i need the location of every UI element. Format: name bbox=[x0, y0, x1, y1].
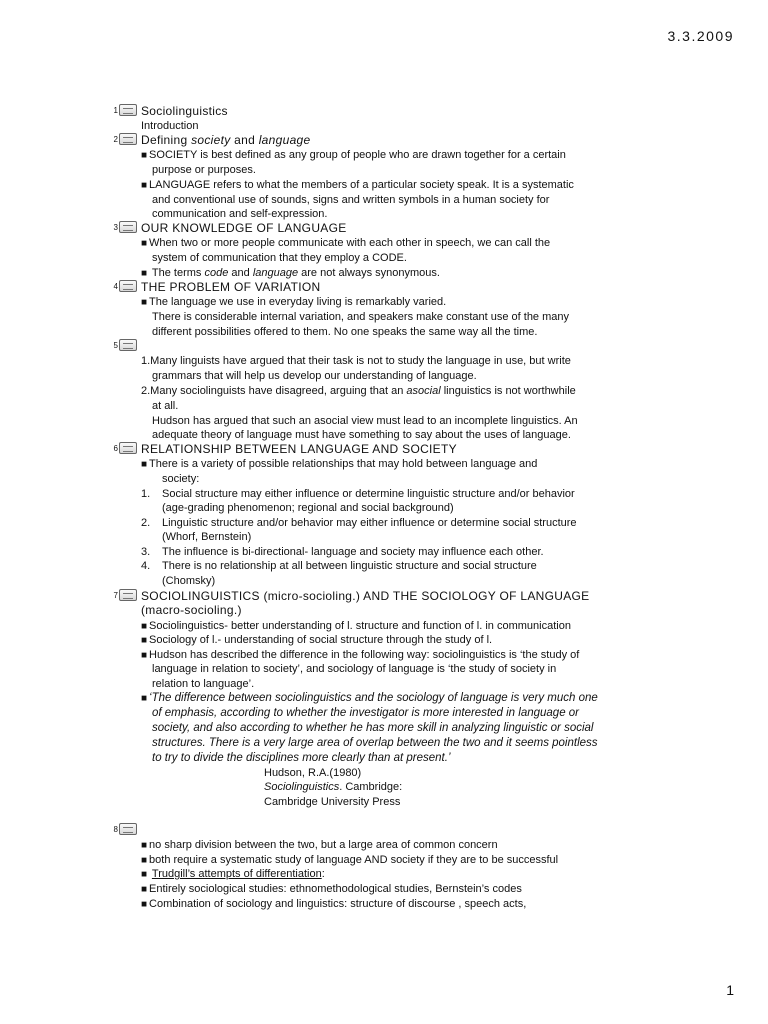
bullet-item: ■ The language we use in everyday living is remarkably varied. bbox=[141, 295, 446, 310]
slide-number: 3 bbox=[113, 223, 118, 232]
slide-heading: OUR KNOWLEDGE OF LANGUAGE bbox=[141, 221, 347, 235]
text: are not always synonymous. bbox=[298, 267, 440, 279]
list-item: (Chomsky) bbox=[162, 575, 216, 587]
quote-line: of emphasis, according to whether the investigator is more interested in language or bbox=[152, 707, 580, 719]
text: 2.Many sociolinguists have disagreed, arguing that an bbox=[141, 385, 407, 397]
bullet-item: ■ Sociology of l.- understanding of social structure through the study of l. bbox=[141, 633, 492, 648]
bullet-item: ■ Entirely sociological studies: ethnomethodological studies, Bernstein’s codes bbox=[141, 882, 522, 897]
list-number: 3. bbox=[141, 546, 151, 558]
paragraph-line: at all. bbox=[152, 400, 179, 412]
paragraph-line: different possibilities offered to them. No one speaks the same way all the time. bbox=[152, 326, 538, 338]
slide-number: 4 bbox=[113, 282, 118, 291]
slide-number: 7 bbox=[113, 591, 118, 600]
list-number: 1. bbox=[141, 488, 151, 500]
text: : bbox=[321, 868, 325, 880]
heading-emphasis: society bbox=[191, 133, 231, 147]
page-date: 3.3.2009 bbox=[667, 28, 734, 44]
slide-heading: Sociolinguistics bbox=[141, 104, 228, 118]
bullet-continuation: relation to language’. bbox=[152, 678, 255, 690]
bullet-item: ■ There is a variety of possible relationships that may hold between language and bbox=[141, 457, 537, 472]
bullet-item: ■ Sociolinguistics- better understanding of l. structure and function of l. in communication bbox=[141, 619, 571, 634]
quote-line: ■ ‘The difference between sociolinguistics and the sociology of language is very much one bbox=[141, 691, 598, 706]
bullet-continuation: and conventional use of sounds, signs and written symbols in a human society for bbox=[152, 194, 550, 206]
page-number: 1 bbox=[726, 982, 734, 998]
text: The terms bbox=[151, 267, 205, 279]
list-number: 4. bbox=[141, 560, 151, 572]
slide-number: 6 bbox=[113, 444, 118, 453]
heading-emphasis: language bbox=[258, 133, 311, 147]
emphasis: language bbox=[252, 267, 299, 279]
text: and bbox=[228, 267, 253, 279]
paragraph-line: adequate theory of language must have something to say about the uses of language. bbox=[152, 429, 571, 441]
bullet-continuation: communication and self-expression. bbox=[152, 208, 328, 220]
quote-line: structures. There is a very large area of overlap between the two and it seems pointless bbox=[152, 737, 598, 749]
slide-thumbnail-icon[interactable] bbox=[119, 823, 137, 835]
slide-heading: SOCIOLINGUISTICS (micro-socioling.) AND THE SOCIOLOGY OF LANGUAGE bbox=[141, 589, 590, 603]
heading-text: Defining bbox=[141, 133, 192, 147]
slide-number: 2 bbox=[113, 135, 118, 144]
slide-heading bbox=[141, 133, 311, 147]
bullet-continuation: purpose or purposes. bbox=[152, 164, 256, 176]
bullet-item bbox=[141, 867, 325, 882]
bullet-item bbox=[141, 266, 440, 281]
emphasis: asocial bbox=[406, 385, 441, 397]
heading-text: and bbox=[230, 133, 259, 147]
list-item: (Whorf, Bernstein) bbox=[162, 531, 252, 543]
slide-number: 5 bbox=[113, 341, 118, 350]
bullet-item: ■ Combination of sociology and linguistics: structure of discourse , speech acts, bbox=[141, 897, 526, 912]
bullet-society-def: ■ SOCIETY is best defined as any group of people who are drawn together for a certain bbox=[141, 148, 566, 163]
slide-heading: THE PROBLEM OF VARIATION bbox=[141, 280, 321, 294]
citation-author: Hudson, R.A.(1980) bbox=[264, 767, 362, 779]
paragraph-line: There is considerable internal variation, and speakers make constant use of the many bbox=[152, 311, 570, 323]
slide-thumbnail-icon[interactable] bbox=[119, 442, 137, 454]
bullet-language-def: ■ LANGUAGE refers to what the members of a particular society speak. It is a systematic bbox=[141, 178, 574, 193]
list-item: There is no relationship at all between linguistic structure and social structure bbox=[162, 560, 537, 572]
list-number: 2. bbox=[141, 517, 151, 529]
bullet-item: ■ When two or more people communicate with each other in speech, we can call the bbox=[141, 236, 550, 251]
list-item: The influence is bi-directional- language and society may influence each other. bbox=[162, 546, 544, 558]
slide-thumbnail-icon[interactable] bbox=[119, 133, 137, 145]
slide-thumbnail-icon[interactable] bbox=[119, 280, 137, 292]
slide-number: 8 bbox=[113, 825, 118, 834]
slide-subheading: Introduction bbox=[141, 120, 199, 132]
citation-place: . Cambridge: bbox=[339, 781, 403, 793]
slide-thumbnail-icon[interactable] bbox=[119, 104, 137, 116]
quote-line: to try to divide the disciplines more clearly than at present.’ bbox=[152, 752, 451, 764]
slide-heading: (macro-socioling.) bbox=[141, 603, 242, 617]
numbered-paragraph bbox=[141, 384, 576, 398]
list-item: (age-grading phenomenon; regional and social background) bbox=[162, 502, 454, 514]
slide-thumbnail-icon[interactable] bbox=[119, 589, 137, 601]
emphasis: code bbox=[204, 267, 229, 279]
slide-number: 1 bbox=[113, 106, 118, 115]
citation-title bbox=[264, 780, 402, 794]
paragraph-line: grammars that will help us develop our understanding of language. bbox=[152, 370, 477, 382]
bullet-item: ■ no sharp division between the two, but a large area of common concern bbox=[141, 838, 498, 853]
slide-heading: RELATIONSHIP BETWEEN LANGUAGE AND SOCIETY bbox=[141, 442, 457, 456]
bullet-continuation: system of communication that they employ a CODE. bbox=[152, 252, 407, 264]
bullet-item: ■ both require a systematic study of language AND society if they are to be successful bbox=[141, 853, 558, 868]
slide-thumbnail-icon[interactable] bbox=[119, 339, 137, 351]
numbered-paragraph: 1.Many linguists have argued that their task is not to study the language in use, but write bbox=[141, 355, 571, 367]
trudgill-link[interactable]: Trudgill’s attempts of differentiation bbox=[151, 868, 322, 880]
bullet-continuation: society: bbox=[162, 473, 200, 485]
slide-thumbnail-icon[interactable] bbox=[119, 221, 137, 233]
citation-publisher: Cambridge University Press bbox=[264, 796, 401, 808]
quote-line: society, and also according to whether he has more skill in analyzing linguistic or social bbox=[152, 722, 594, 734]
bullet-item: ■ Hudson has described the difference in the following way: sociolinguistics is ‘the study of bbox=[141, 648, 579, 663]
bullet-continuation: language in relation to society’, and sociology of language is ‘the study of society in bbox=[152, 663, 557, 675]
citation-title-text: Sociolinguistics bbox=[264, 781, 340, 793]
paragraph-line: Hudson has argued that such an asocial view must lead to an incomplete linguistics. An bbox=[152, 415, 578, 427]
text: linguistics is not worthwhile bbox=[440, 385, 576, 397]
list-item: Linguistic structure and/or behavior may either influence or determine social structure bbox=[162, 517, 577, 529]
list-item: Social structure may either influence or determine linguistic structure and/or behavior bbox=[162, 488, 575, 500]
